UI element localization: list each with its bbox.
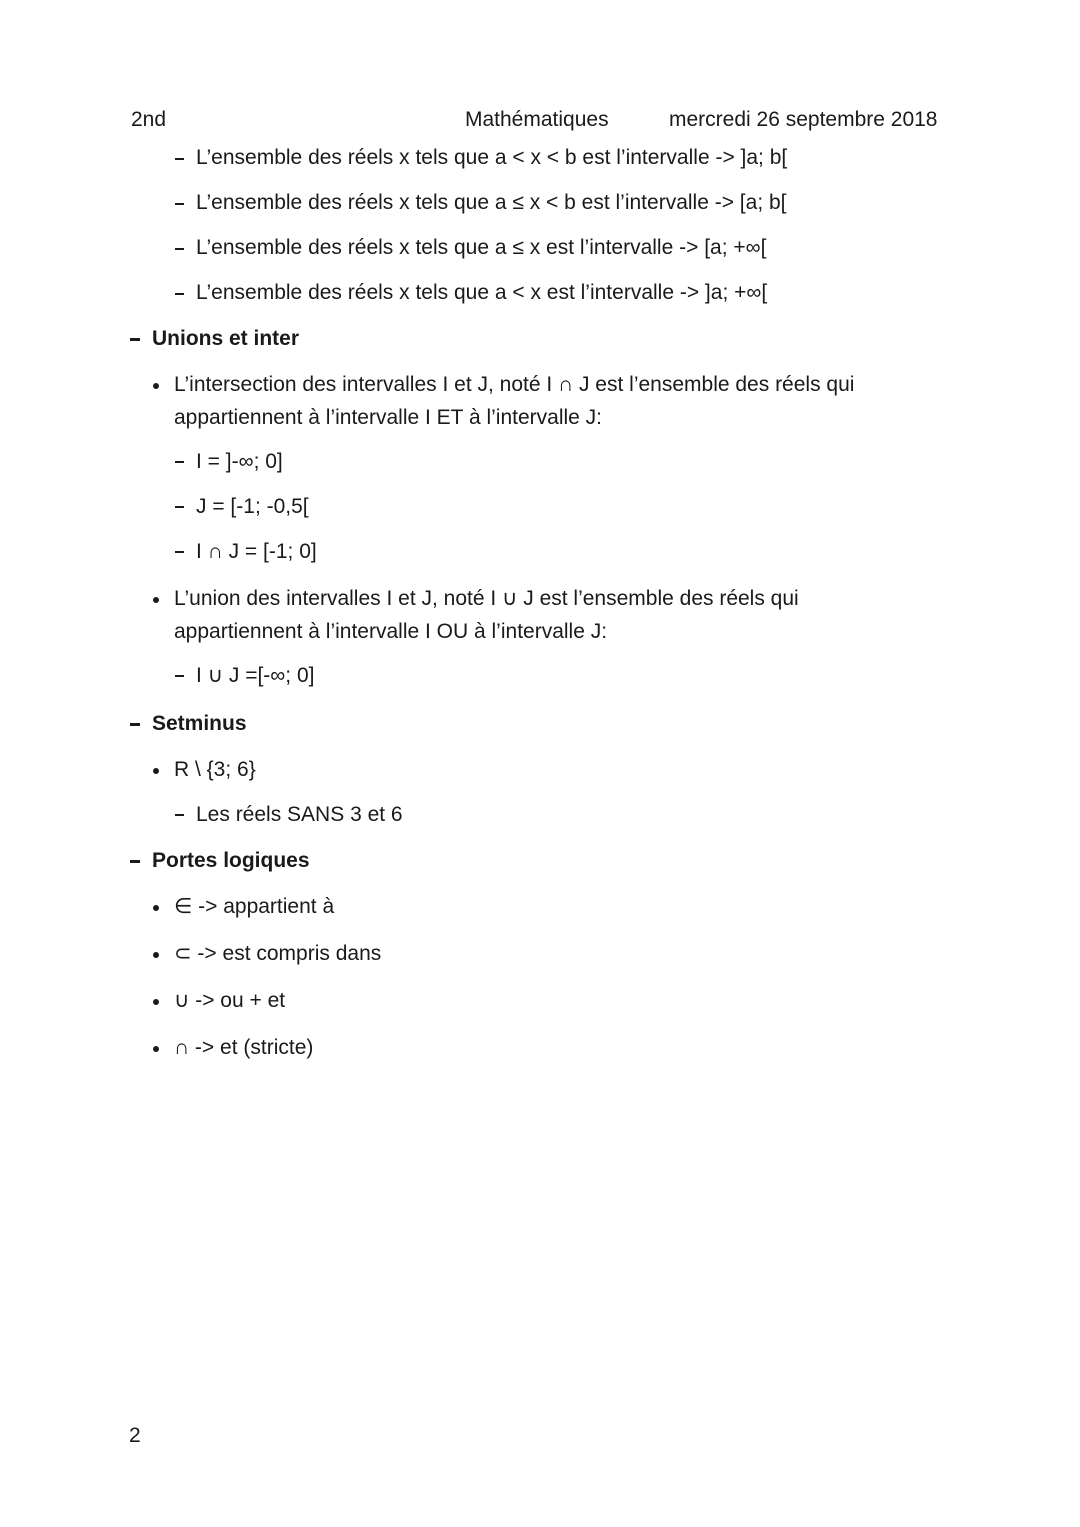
class-level: 2nd xyxy=(131,108,167,131)
example-line: I = ]-∞; 0] xyxy=(196,450,283,473)
dash-marker xyxy=(130,723,140,726)
list-item: L’ensemble des réels x tels que a ≤ x est l’intervalle -> [a; +∞[ xyxy=(196,236,767,259)
dash-marker xyxy=(130,860,140,863)
section-heading: Setminus xyxy=(152,712,247,735)
dash-marker xyxy=(175,293,184,295)
example-line: I ∩ J = [-1; 0] xyxy=(196,540,317,563)
bullet-dot xyxy=(153,383,159,389)
list-item: ∩ -> et (stricte) xyxy=(174,1036,314,1059)
paragraph-line: appartiennent à l’intervalle I ET à l’intervalle J: xyxy=(174,406,603,429)
paragraph-line: L’union des intervalles I et J, noté I ∪ J est l’ensemble des réels qui xyxy=(174,587,799,610)
bullet-dot xyxy=(153,1046,159,1052)
list-item: ∪ -> ou + et xyxy=(174,989,286,1012)
list-item: ⊂ -> est compris dans xyxy=(174,942,382,965)
bullet-dot xyxy=(153,597,159,603)
bullet-dot xyxy=(153,768,159,774)
dash-marker xyxy=(175,814,184,816)
page-number: 2 xyxy=(129,1424,141,1447)
dash-marker xyxy=(175,158,184,160)
section-heading: Portes logiques xyxy=(152,849,310,872)
dash-marker xyxy=(175,675,184,677)
example-line: I ∪ J =[-∞; 0] xyxy=(196,664,315,687)
dash-marker xyxy=(175,506,184,508)
list-item: R \ {3; 6} xyxy=(174,758,256,781)
list-item: L’ensemble des réels x tels que a ≤ x < b est l’intervalle -> [a; b[ xyxy=(196,191,787,214)
dash-marker xyxy=(175,461,184,463)
dash-marker xyxy=(175,248,184,250)
document-date: mercredi 26 septembre 2018 xyxy=(669,108,938,131)
list-item: Les réels SANS 3 et 6 xyxy=(196,803,403,826)
subject-title: Mathématiques xyxy=(465,108,609,131)
list-item: ∈ -> appartient à xyxy=(174,895,335,918)
paragraph-line: L’intersection des intervalles I et J, noté I ∩ J est l’ensemble des réels qui xyxy=(174,373,855,396)
paragraph-line: appartiennent à l’intervalle I OU à l’intervalle J: xyxy=(174,620,608,643)
example-line: J = [-1; -0,5[ xyxy=(196,495,309,518)
dash-marker xyxy=(175,203,184,205)
list-item: L’ensemble des réels x tels que a < x est l’intervalle -> ]a; +∞[ xyxy=(196,281,768,304)
section-heading: Unions et inter xyxy=(152,327,300,350)
bullet-dot xyxy=(153,905,159,911)
bullet-dot xyxy=(153,952,159,958)
list-item: L’ensemble des réels x tels que a < x < b est l’intervalle -> ]a; b[ xyxy=(196,146,788,169)
dash-marker xyxy=(130,338,140,341)
dash-marker xyxy=(175,551,184,553)
bullet-dot xyxy=(153,999,159,1005)
